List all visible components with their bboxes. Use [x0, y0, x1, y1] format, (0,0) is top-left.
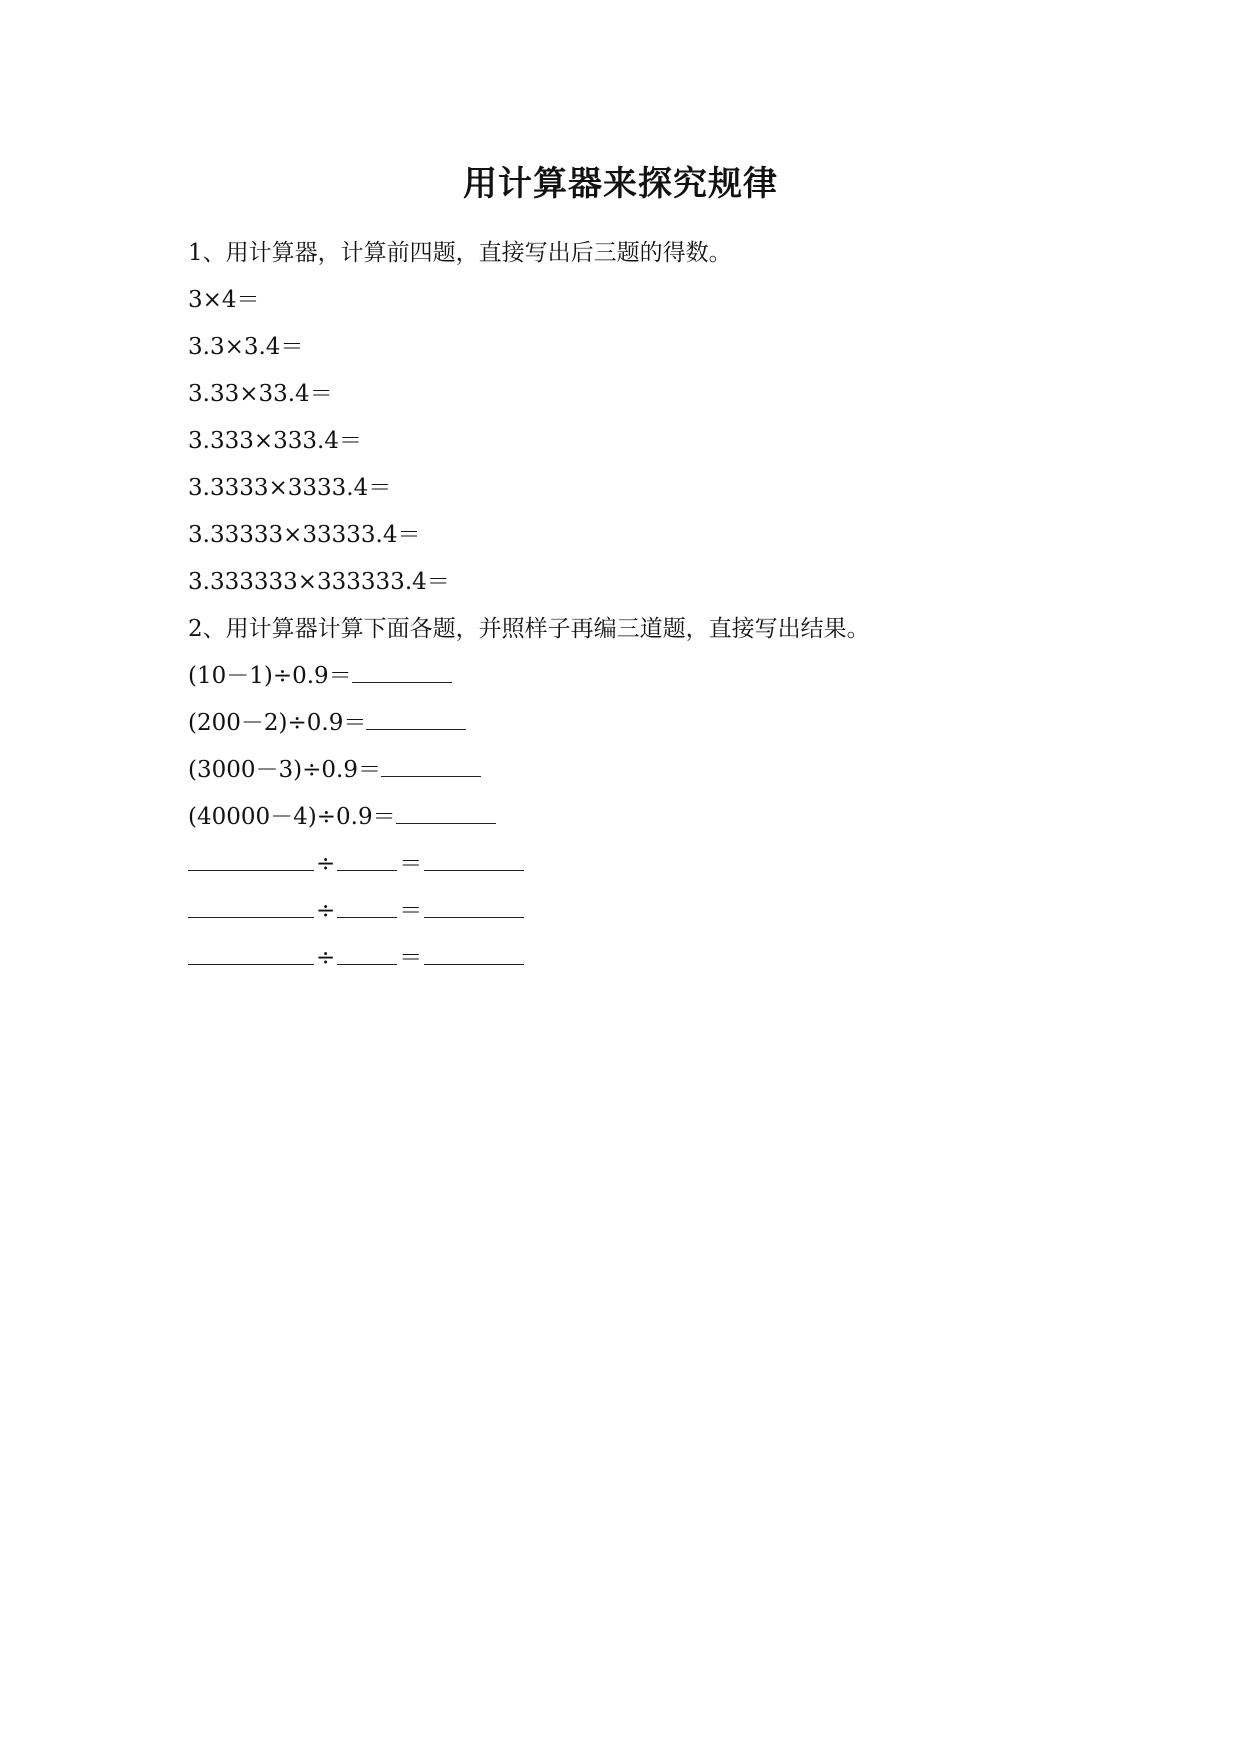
dividend-blank[interactable]: [188, 846, 314, 871]
custom-problem-row: [188, 888, 1088, 935]
section1-instruction: 1、用计算器，计算前四题，直接写出后三题的得数。: [188, 240, 732, 266]
answer-blank[interactable]: [381, 752, 481, 777]
section2-problem-row: [188, 794, 1088, 841]
section2-problem: (40000－4)÷0.9＝: [188, 804, 396, 830]
section2-problem: (3000－3)÷0.9＝: [188, 757, 381, 783]
page-title: 用计算器来探究规律: [463, 164, 778, 204]
equals-symbol: ＝: [399, 851, 423, 877]
section2-problem-row: [188, 653, 1088, 700]
section1-problem: 3.33×33.4＝: [188, 381, 333, 407]
section1-problem: 3×4＝: [188, 287, 260, 313]
answer-blank[interactable]: [424, 940, 524, 965]
section1-problem: 3.3333×3333.4＝: [188, 475, 392, 501]
answer-blank[interactable]: [396, 799, 496, 824]
divide-symbol: ÷: [316, 898, 336, 924]
answer-blank[interactable]: [366, 705, 466, 730]
dividend-blank[interactable]: [188, 940, 314, 965]
custom-problem-row: [188, 841, 1088, 888]
divisor-blank[interactable]: [337, 846, 397, 871]
dividend-blank[interactable]: [188, 893, 314, 918]
answer-blank[interactable]: [424, 846, 524, 871]
answer-blank[interactable]: [424, 893, 524, 918]
equals-symbol: ＝: [399, 945, 423, 971]
section1-problem: 3.333×333.4＝: [188, 428, 362, 454]
section2-problem: (200－2)÷0.9＝: [188, 710, 367, 736]
divisor-blank[interactable]: [337, 940, 397, 965]
divisor-blank[interactable]: [337, 893, 397, 918]
section2-instruction: 2、用计算器计算下面各题，并照样子再编三道题，直接写出结果。: [188, 616, 870, 642]
equals-symbol: ＝: [399, 898, 423, 924]
section2-problem-row: [188, 700, 1088, 747]
section1-problem: 3.333333×333333.4＝: [188, 569, 450, 595]
worksheet-content: [188, 230, 1088, 982]
section2-problem-row: [188, 747, 1088, 794]
section2-problem: (10－1)÷0.9＝: [188, 663, 352, 689]
divide-symbol: ÷: [316, 851, 336, 877]
section1-problem: 3.3×3.4＝: [188, 334, 304, 360]
divide-symbol: ÷: [316, 945, 336, 971]
answer-blank[interactable]: [352, 658, 452, 683]
custom-problem-row: [188, 935, 1088, 982]
section1-problem: 3.33333×33333.4＝: [188, 522, 421, 548]
